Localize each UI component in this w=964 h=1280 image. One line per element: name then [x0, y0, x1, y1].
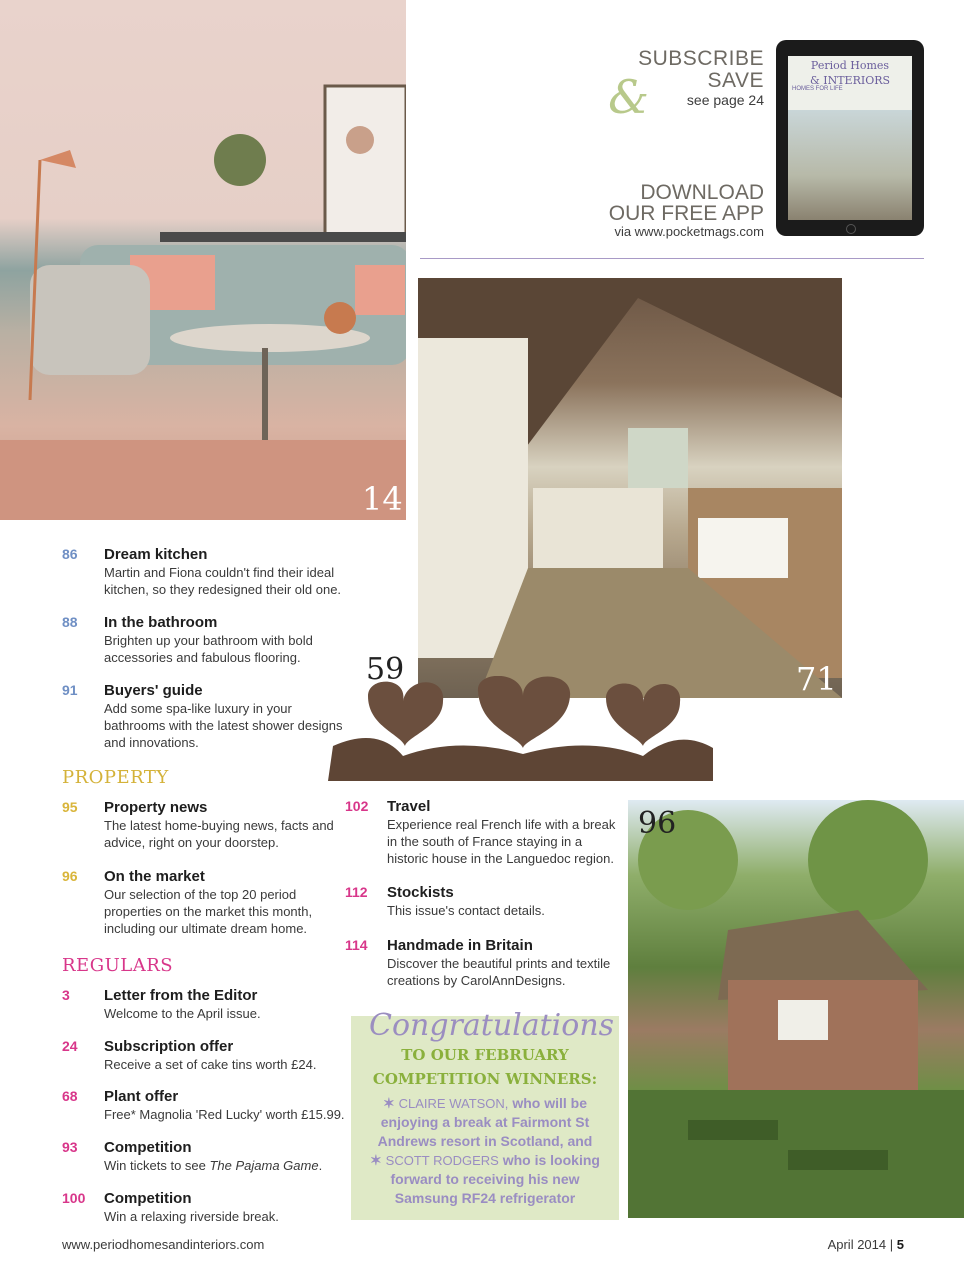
list-item[interactable] — [62, 987, 352, 1023]
kitchen-illustration — [418, 278, 842, 698]
winner-1 — [359, 1094, 611, 1151]
winner-1-text: who will be enjoying a break at Fairmont St Andrews resort in Scotland, and — [377, 1095, 593, 1149]
divider-line — [420, 258, 924, 259]
list-item[interactable] — [62, 868, 352, 938]
magazine-cover — [788, 56, 912, 220]
desc-end: . — [318, 1158, 323, 1173]
list-item[interactable] — [62, 799, 352, 853]
list-item[interactable] — [345, 884, 625, 920]
item-title: Buyers' guide — [104, 682, 203, 699]
item-page: 112 — [345, 884, 368, 900]
page-number-14: 14 — [362, 480, 403, 518]
item-page: 88 — [62, 614, 78, 630]
issue-date: April 2014 — [827, 1237, 887, 1252]
heart-hooks-illustration — [328, 676, 716, 788]
congrats-line-1: TO OUR FEBRUARY — [401, 1046, 569, 1064]
list-item[interactable] — [62, 1139, 352, 1175]
list-item[interactable] — [345, 798, 625, 868]
item-title: Plant offer — [104, 1088, 179, 1105]
page-number-71: 71 — [796, 660, 837, 698]
cottage-photo — [628, 800, 964, 1218]
magazine-title-2: & INTERIORS — [809, 74, 891, 87]
item-title: Subscription offer — [104, 1038, 234, 1055]
free-app-label: OUR FREE APP — [608, 202, 764, 225]
item-desc: Free* Magnolia 'Red Lucky' worth £15.99. — [104, 1107, 345, 1122]
save-label: SAVE — [707, 69, 764, 92]
item-desc: Martin and Fiona couldn't find their ideal kitchen, so they redesigned their old one. — [104, 565, 342, 597]
desc-text: Win tickets to see — [104, 1158, 210, 1173]
section-heading-regulars: REGULARS — [62, 955, 174, 976]
home-button-icon — [846, 224, 856, 234]
item-desc: Brighten up your bathroom with bold accessories and fabulous flooring. — [104, 633, 313, 665]
list-item[interactable] — [345, 937, 625, 991]
item-desc: Experience real French life with a break in the south of France staying in a historic house in the Languedoc region. — [387, 817, 616, 866]
item-page: 96 — [62, 868, 78, 884]
section-heading-property: PROPERTY — [62, 767, 169, 788]
item-page: 95 — [62, 799, 78, 815]
list-item[interactable] — [62, 614, 352, 668]
item-page: 102 — [345, 798, 369, 814]
list-item[interactable] — [62, 682, 352, 752]
item-title: In the bathroom — [104, 614, 218, 631]
list-item[interactable] — [62, 1190, 352, 1226]
item-page: 24 — [62, 1038, 78, 1054]
magazine-title-1: Period Homes — [810, 59, 890, 72]
item-page: 86 — [62, 546, 78, 562]
see-page-label: see page 24 — [686, 92, 764, 108]
item-title: Handmade in Britain — [387, 937, 533, 954]
subscribe-promo[interactable] — [608, 47, 764, 124]
show-title: The Pajama Game — [209, 1158, 319, 1173]
heart-hooks-photo — [328, 652, 716, 788]
item-title: Letter from the Editor — [104, 987, 258, 1004]
page-number-59: 59 — [366, 652, 405, 687]
kitchen-photo — [418, 278, 842, 698]
footer-issue — [828, 1237, 904, 1252]
page-number: 5 — [896, 1237, 904, 1252]
item-page: 114 — [345, 937, 368, 953]
item-title: On the market — [104, 868, 205, 885]
item-page: 100 — [62, 1190, 86, 1206]
congratulations-script: Congratulations — [369, 1008, 615, 1043]
item-desc: Welcome to the April issue. — [104, 1006, 261, 1021]
item-title: Travel — [387, 798, 431, 815]
download-label: DOWNLOAD — [640, 181, 764, 204]
subscribe-label: SUBSCRIBE — [638, 47, 764, 70]
item-page: 91 — [62, 682, 78, 698]
pocketmags-url: via www.pocketmags.com — [614, 224, 764, 239]
item-desc: Add some spa-like luxury in your bathrooms with the latest shower designs and innovations. — [104, 701, 343, 750]
item-title: Stockists — [387, 884, 454, 901]
item-desc: Win a relaxing riverside break. — [104, 1209, 279, 1224]
winner-2 — [359, 1151, 611, 1208]
list-item[interactable] — [62, 1038, 352, 1074]
ampersand: & — [608, 70, 650, 124]
item-page: 3 — [62, 987, 70, 1003]
item-title: Property news — [104, 799, 208, 816]
item-page: 93 — [62, 1139, 78, 1155]
item-desc: This issue's contact details. — [387, 903, 545, 918]
page-number-96: 96 — [638, 806, 677, 841]
item-desc: Receive a set of cake tins worth £24. — [104, 1057, 317, 1072]
winner-2-name: SCOTT RODGERS — [385, 1153, 499, 1168]
item-desc — [104, 1157, 354, 1174]
item-page: 68 — [62, 1088, 78, 1104]
footer-separator: | — [889, 1237, 894, 1252]
competition-winners-box — [351, 1008, 619, 1220]
footer-website[interactable]: www.periodhomesandinteriors.com — [62, 1237, 265, 1252]
list-item[interactable] — [62, 546, 352, 600]
download-app-promo[interactable] — [609, 182, 764, 239]
living-room-illustration — [0, 0, 406, 520]
item-desc: The latest home-buying news, facts and advice, right on your doorstep. — [104, 818, 334, 850]
congrats-line-2: COMPETITION WINNERS: — [372, 1070, 598, 1088]
list-item[interactable] — [62, 1088, 352, 1124]
winner-2-text: who is looking forward to receiving his new Samsung RF24 refrigerator — [390, 1152, 600, 1206]
star-icon: ✶ — [383, 1095, 399, 1111]
star-icon: ✶ — [370, 1152, 386, 1168]
item-desc: Discover the beautiful prints and textile creations by CarolAnnDesigns. — [387, 956, 611, 988]
magazine-subtitle: HOMES FOR LIFE — [792, 86, 843, 92]
item-desc: Our selection of the top 20 period properties on the market this month, including our ultimate dream home. — [104, 887, 313, 936]
cottage-illustration — [628, 800, 964, 1218]
winner-1-name: CLAIRE WATSON, — [398, 1096, 509, 1111]
item-title: Dream kitchen — [104, 546, 208, 563]
item-title: Competition — [104, 1139, 192, 1156]
item-title: Competition — [104, 1190, 192, 1207]
magazine-cover-image — [788, 110, 912, 220]
tablet-device — [776, 40, 924, 236]
living-room-photo — [0, 0, 406, 520]
